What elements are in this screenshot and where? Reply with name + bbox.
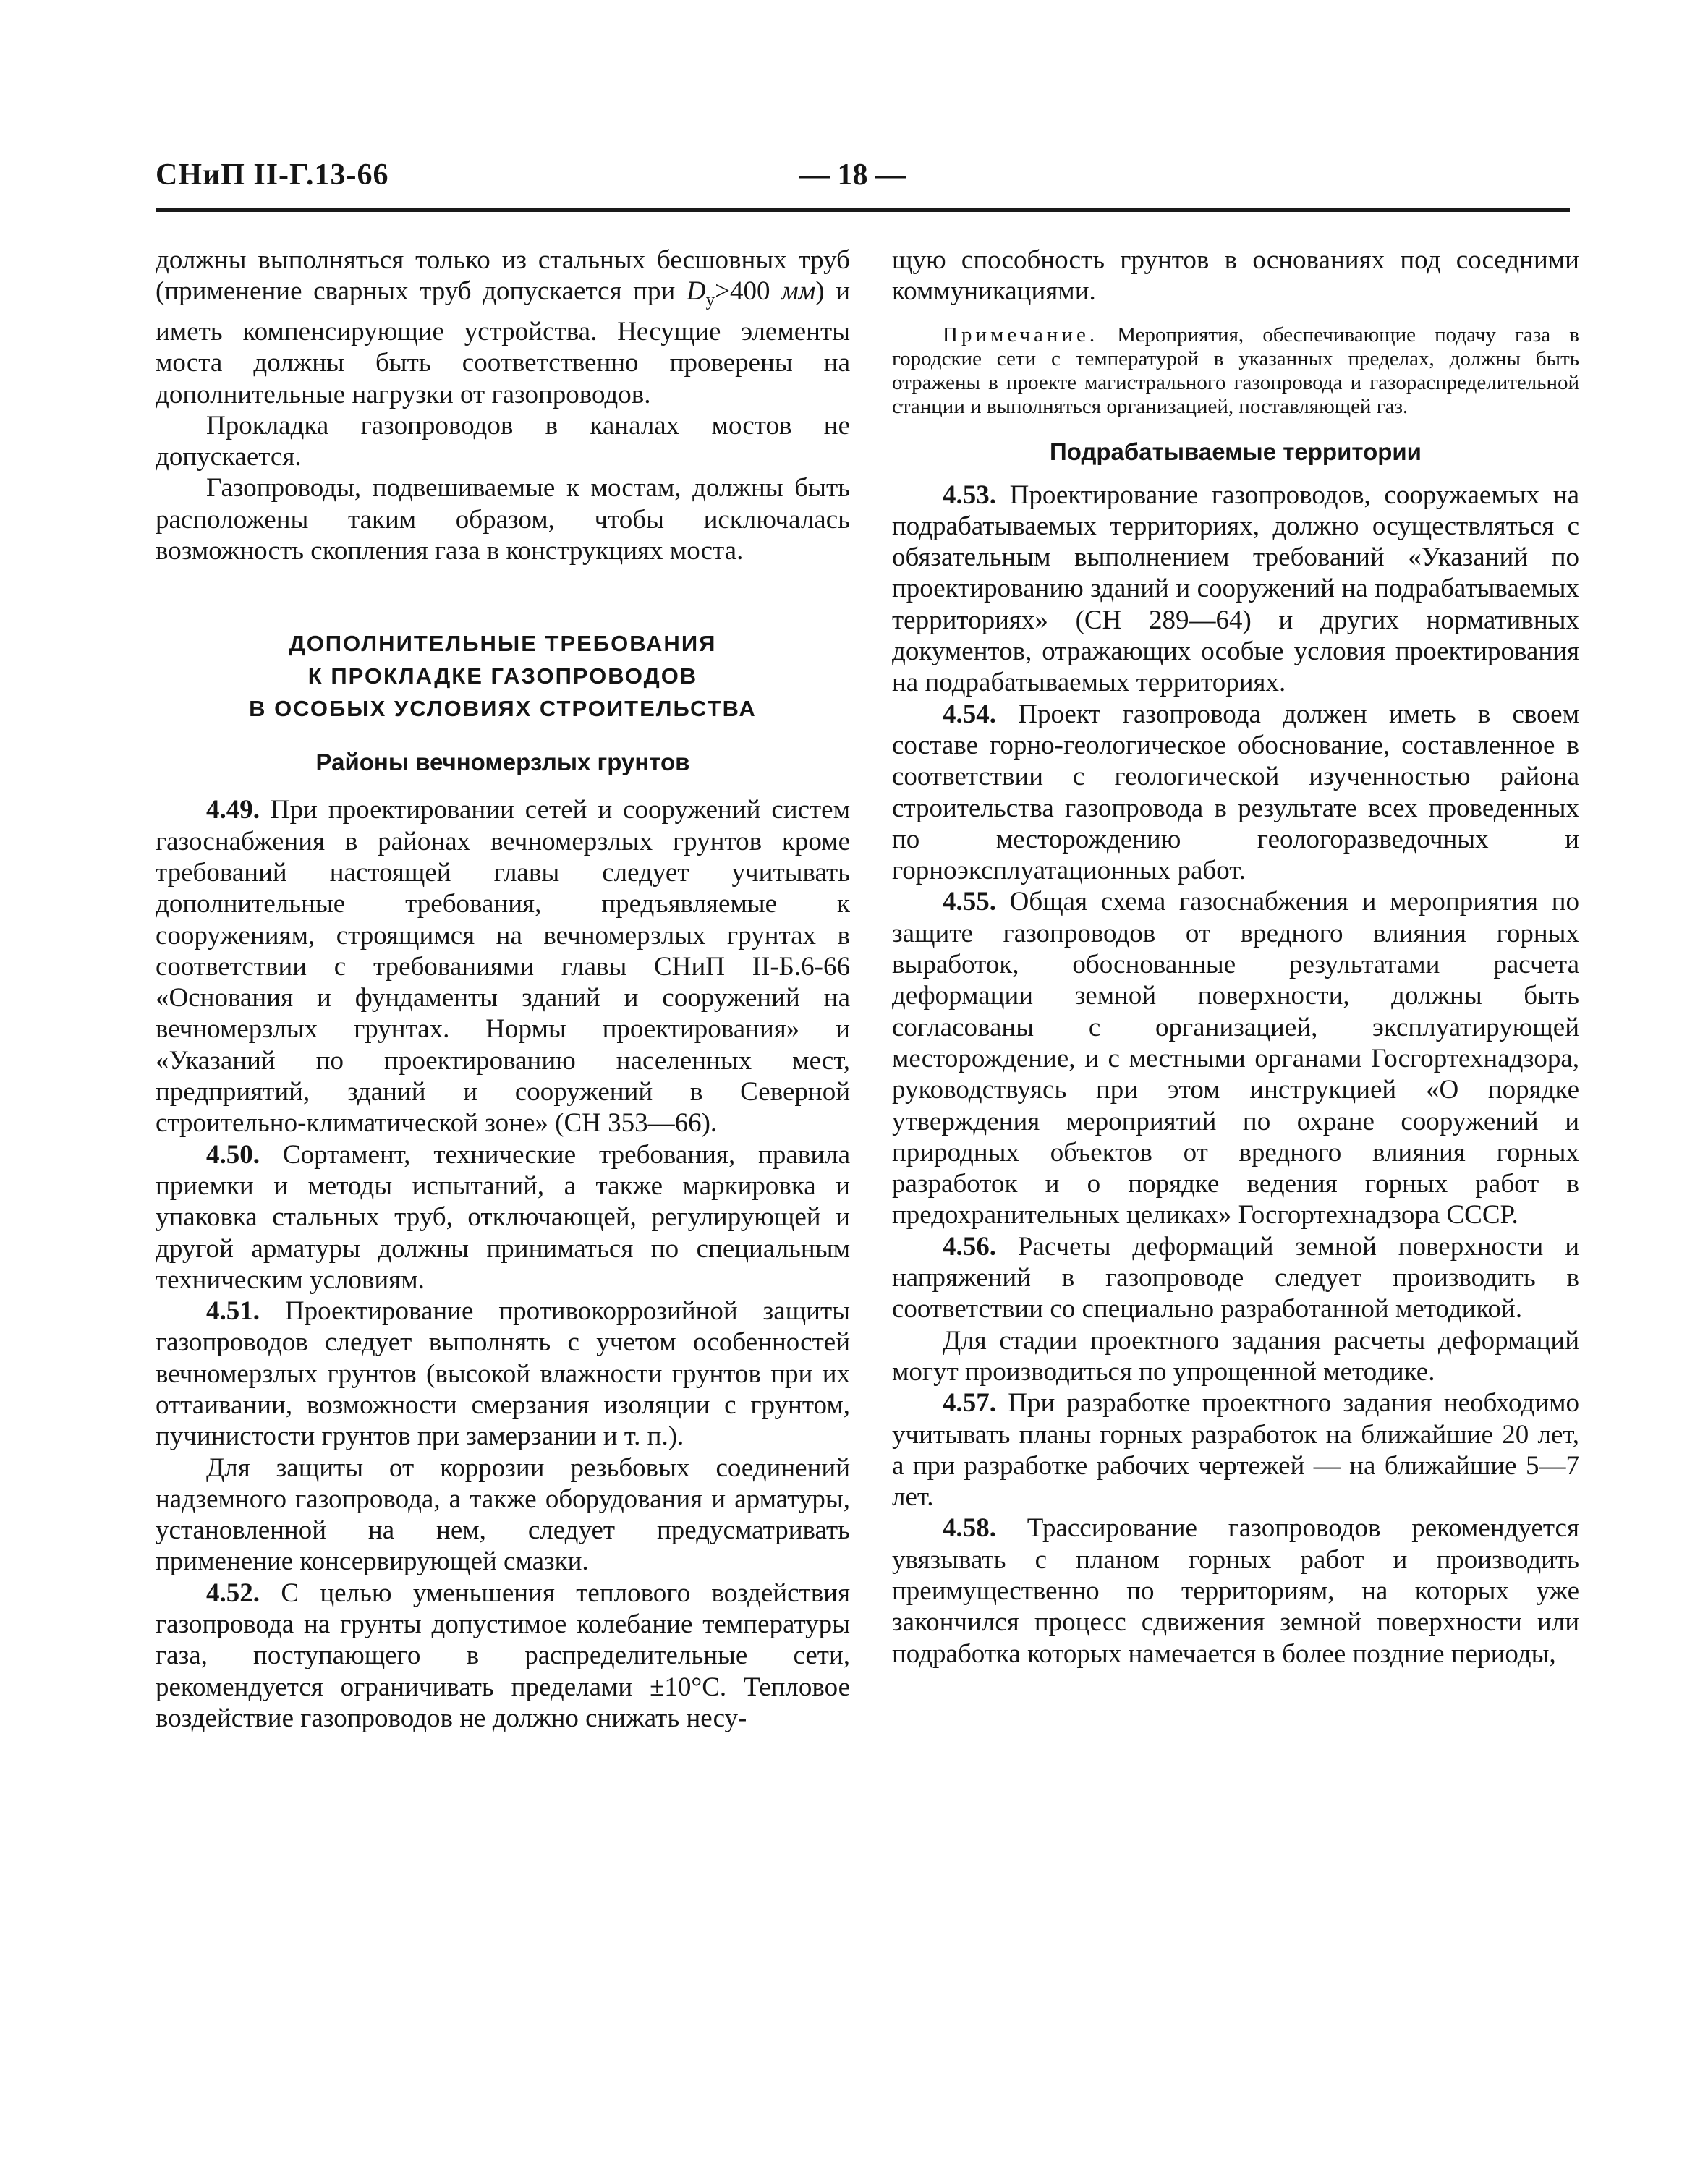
section-title-line-1: ДОПОЛНИТЕЛЬНЫЕ ТРЕБОВАНИЯ bbox=[289, 631, 717, 657]
left-column bbox=[156, 244, 850, 1734]
clause-4-49 bbox=[156, 794, 850, 1139]
paragraph-continued: щую способность грунтов в основаниях под соседними коммуникациями. bbox=[892, 245, 1579, 307]
paragraph-corrosion-protection: Для защиты от коррозии резьбовых соединений надземного газопровода, а также оборудования и арматуры, установленной на нем, следует предусматривать применение консервирующей смазки. bbox=[156, 1452, 850, 1577]
page-number: — 18 — bbox=[799, 158, 906, 192]
paragraph-simplified-method: Для стадии проектного задания расчеты деформаций могут производиться по упрощенной методике. bbox=[892, 1325, 1579, 1387]
clause-text: Проектирование противокоррозийной защиты газопроводов следует выполнять с учетом особенностей вечномерзлых грунтов (высокой влажности грунтов при их оттаивании, возможности смерзания изоляции с грунтом, пучинистости грунтов при замерзании и т. п.). bbox=[156, 1296, 850, 1452]
header-divider bbox=[156, 208, 1570, 212]
note-block bbox=[892, 323, 1579, 419]
subsection-title-undermined: Подрабатываемые территории bbox=[1050, 438, 1422, 465]
section-title-line-3: В ОСОБЫХ УСЛОВИЯХ СТРОИТЕЛЬСТВА bbox=[249, 696, 757, 722]
symbol-subscript: у bbox=[705, 290, 715, 310]
clause-text: Расчеты деформаций земной поверхности и напряжений в газопроводе следует производить в соответствии со специально разработанной методикой. bbox=[892, 1231, 1579, 1324]
clause-4-57 bbox=[892, 1387, 1579, 1513]
paragraph-bridge-channels: Прокладка газопроводов в каналах мостов не допускается. bbox=[156, 410, 850, 472]
symbol-dy: D bbox=[686, 276, 706, 307]
clause-4-52 bbox=[156, 1578, 850, 1734]
clause-number: 4.56. bbox=[943, 1231, 996, 1262]
comparison-value: >400 bbox=[715, 276, 782, 307]
note-label: Примечание. bbox=[943, 323, 1099, 346]
clause-number: 4.52. bbox=[206, 1578, 260, 1608]
paragraph-text-tail: ) и иметь компенсирующие устройства. Несущие элементы моста должны быть соответственно проверены на дополнительные нагрузки от газопроводов. bbox=[156, 276, 851, 409]
paragraph-text: должны выполняться только из стальных бесшовных труб (применение сварных труб допускается при bbox=[156, 245, 850, 307]
unit-mm: мм bbox=[781, 276, 816, 307]
clause-number: 4.57. bbox=[943, 1388, 996, 1418]
clause-number: 4.53. bbox=[943, 480, 996, 510]
document-code: СНиП II-Г.13-66 bbox=[156, 158, 389, 192]
clause-text: Проект газопровода должен иметь в своем составе горно-геологическое обоснование, составленное в соответствии с геологической изученностью района строительства газопровода в результате всех проведенных по месторождению геологоразведочных и горноэксплуатационных работ. bbox=[892, 699, 1579, 886]
clause-4-54 bbox=[892, 699, 1579, 887]
clause-text: Общая схема газоснабжения и мероприятия по защите газопроводов от вредного влияния горных выработок, обоснованные результатами расчета деформации земной поверхности, должны быть согласованы с организацией, эксплуатирующей месторождение, и с местными органами Госгортехнадзора, руководствуясь при этом инструкцией «О порядке утверждения мероприятий по охране сооружений и природных объектов от вредного влияния горных разработок и о порядке ведения горных работ в предохранительных целиках» Госгортехнадзора СССР. bbox=[892, 887, 1579, 1230]
clause-text: Проектирование газопроводов, сооружаемых на подрабатываемых территориях, должно осуществляться с обязательным выполнением требований «Указаний по проектированию зданий и сооружений на подрабатываемых территориях» (СН 289—64) и других нормативных документов, отражающих особые условия проектирования на подрабатываемых территориях. bbox=[892, 480, 1579, 698]
clause-4-53 bbox=[892, 480, 1579, 699]
clause-4-58 bbox=[892, 1513, 1579, 1669]
clause-number: 4.50. bbox=[206, 1139, 260, 1170]
clause-text: При проектировании сетей и сооружений систем газоснабжения в районах вечномерзлых грунтов кроме требований настоящей главы следует учитывать дополнительные требования, предъявляемые к сооружениям, строящимся на вечномерзлых грунтах в соответствии с требованиями главы СНиП II-Б.6-66 «Основания и фундаменты зданий и сооружений на вечномерзлых грунтах. Нормы проектирования» и «Указаний по проектированию населенных мест, предприятий, зданий и сооружений в Северной строительно-климатической зоне» (СН 353—66). bbox=[156, 795, 850, 1139]
note-text: Мероприятия, обеспечивающие подачу газа в городские сети с температурой в указанных пределах, должны быть отражены в проекте магистрального газопровода и газораспределительной станции и выполняться организацией, поставляющей газ. bbox=[892, 323, 1579, 418]
clause-4-55 bbox=[892, 886, 1579, 1230]
page-header bbox=[156, 158, 1570, 208]
paragraph-continued bbox=[156, 244, 850, 410]
clause-text: Сортамент, технические требования, правила приемки и методы испытаний, а также маркировка и упаковка стальных труб, отключающей, регулирующей и другой арматуры должны приниматься по специальным техническим условиям. bbox=[156, 1139, 850, 1295]
clause-text: Трассирование газопроводов рекомендуется увязывать с планом горных работ и производить преимущественно по территориям, на которых уже закончился процесс сдвижения земной поверхности или подработка которых намечается в более поздние периоды, bbox=[892, 1513, 1579, 1669]
clause-4-56 bbox=[892, 1231, 1579, 1325]
clause-4-50 bbox=[156, 1139, 850, 1296]
clause-number: 4.51. bbox=[206, 1296, 260, 1327]
clause-number: 4.54. bbox=[943, 699, 996, 729]
right-column bbox=[892, 244, 1579, 1669]
clause-number: 4.58. bbox=[943, 1513, 996, 1544]
clause-text: С целью уменьшения теплового воздействия газопровода на грунты допустимое колебание температуры газа, поступающего в распределительные сети, рекомендуется ограничивать пределами ±10°С. Тепловое воздействие газопроводов не должно снижать несу- bbox=[156, 1578, 850, 1733]
clause-number: 4.49. bbox=[206, 795, 260, 825]
clause-number: 4.55. bbox=[943, 887, 996, 917]
clause-4-51 bbox=[156, 1296, 850, 1452]
section-title-line-2: К ПРОКЛАДКЕ ГАЗОПРОВОДОВ bbox=[307, 663, 698, 689]
paragraph-bridge-suspension: Газопроводы, подвешиваемые к мостам, должны быть расположены таким образом, чтобы исключалась возможность скопления газа в конструкциях моста. bbox=[156, 473, 850, 566]
clause-text: При разработке проектного задания необходимо учитывать планы горных разработок на ближайшие 20 лет, а при разработке рабочих чертежей — на ближайшие 5—7 лет. bbox=[892, 1388, 1579, 1513]
subsection-title-permafrost: Районы вечномерзлых грунтов bbox=[315, 749, 690, 776]
